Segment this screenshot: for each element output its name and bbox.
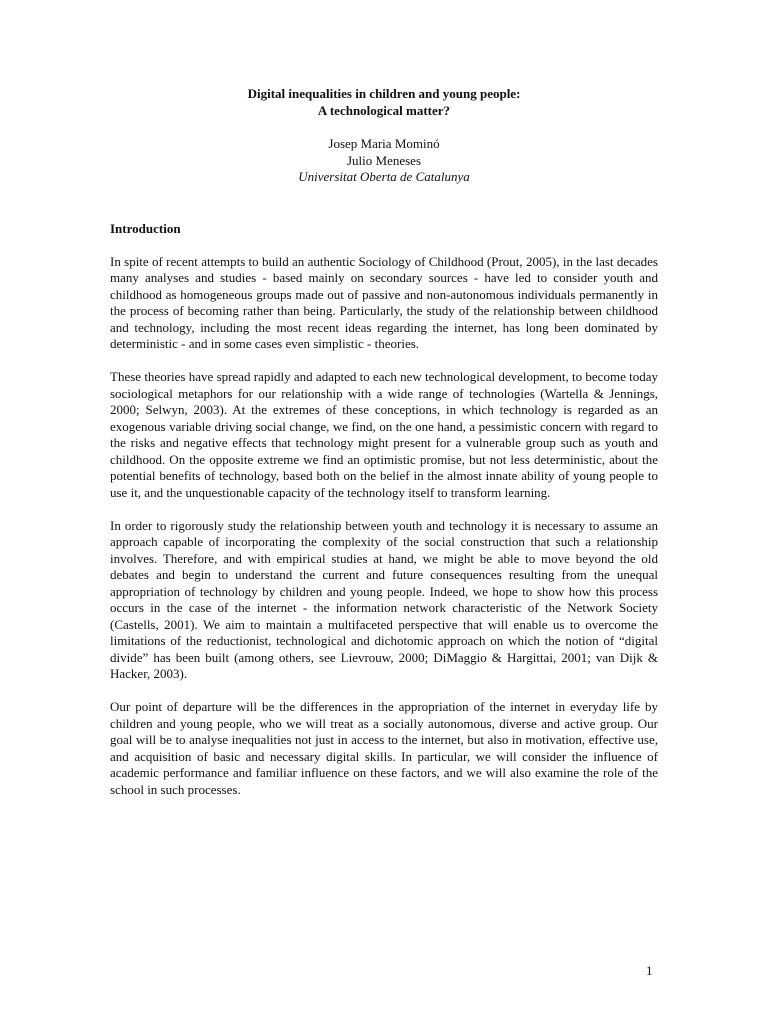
paragraph-4: Our point of departure will be the differences in the appropriation of the internet in everyday life by children and young people, who we will treat as a socially autonomous, diverse and active group. Our goal will be to analyse inequalities not just in access to the internet, but also in motivation, effective use, and acquisition of basic and necessary digital skills. In particular, we will consider the influence of academic performance and familiar influence on these factors, and we will also examine the role of the school in such processes. (110, 699, 658, 797)
author-2: Julio Meneses (346, 152, 422, 168)
paper-title (110, 86, 658, 119)
affiliation: Universitat Oberta de Catalunya (298, 169, 470, 184)
title-line-1: Digital inequalities in children and young people: (247, 86, 521, 101)
title-line-2: A technological matter? (317, 102, 451, 118)
paragraph-1: In spite of recent attempts to build an authentic Sociology of Childhood (Prout, 2005), in the last decades many analyses and studies - based mainly on secondary sources - have led to consider youth and childhood as homogeneous groups made out of passive and non-autonomous individuals permanently in the process of becoming rather than being. Particularly, the study of the relationship between childhood and technology, including the most recent ideas regarding the internet, has long been dominated by deterministic - and in some cases even simplistic - theories. (110, 253, 658, 351)
page-number: 1 (646, 963, 653, 978)
section-heading-introduction: Introduction (110, 220, 181, 236)
page-content (110, 86, 658, 811)
paragraph-2: These theories have spread rapidly and adapted to each new technological development, to become today sociological metaphors for our relationship with a wide range of technologies (Wartella & Jennings, 2000; Selwyn, 2003). At the extremes of these conceptions, in which technology is regarded as an exogenous variable driving social change, we find, on the one hand, a pessimistic concern with regard to the risks and negative effects that technology might present for a vulnerable group such as youth and childhood. On the opposite extreme we find an optimistic promise, but not less deterministic, about the potential benefits of technology, based both on the belief in the almost innate ability of young people to use it, and the unquestionable capacity of the technology itself to transform learning. (110, 369, 658, 500)
author-block (110, 136, 658, 186)
author-1: Josep Maria Mominó (328, 136, 440, 151)
paragraph-3: In order to rigorously study the relationship between youth and technology it is necessary to assume an approach capable of incorporating the complexity of the social construction that such a relationship involves. Therefore, and with empirical studies at hand, we might be able to move beyond the old debates and begin to understand the current and future consequences resulting from the unequal appropriation of technology by children and young people. Indeed, we hope to show how this process occurs in the case of the internet - the information network characteristic of the Network Society (Castells, 2001). We aim to maintain a multifaceted perspective that will enable us to overcome the limitations of the reductionist, technological and dichotomic approach on which the notion of “digital divide” has been built (among others, see Lievrouw, 2000; DiMaggio & Hargittai, 2001; van Dijk & Hacker, 2003). (110, 517, 658, 681)
